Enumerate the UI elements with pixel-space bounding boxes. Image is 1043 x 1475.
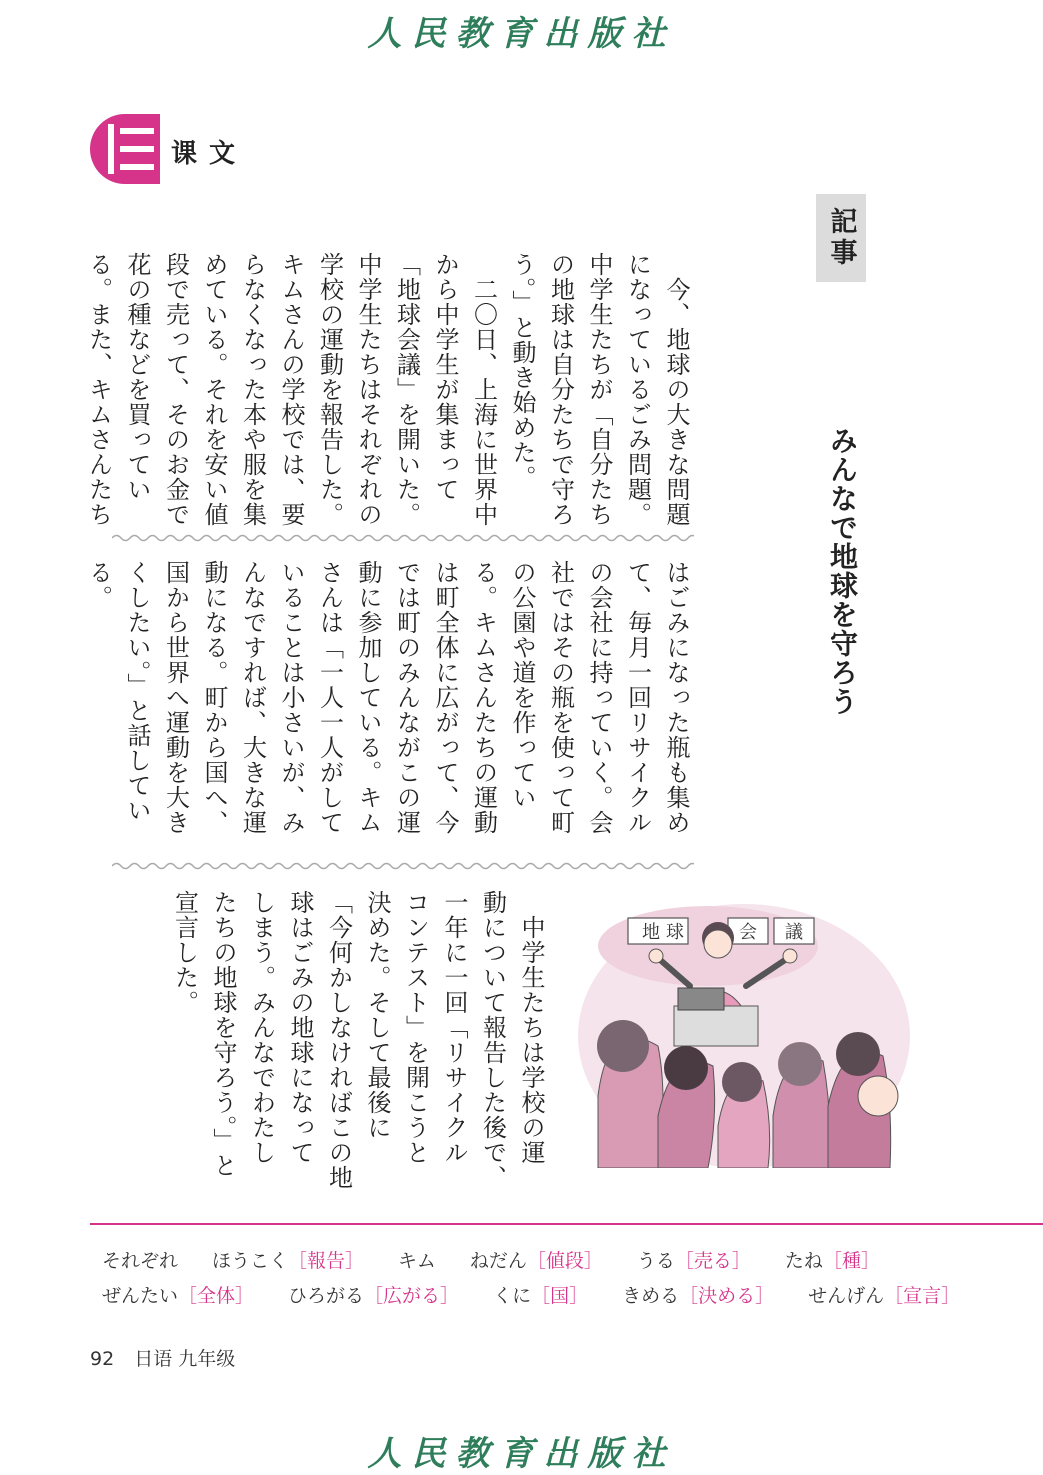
vocab-item — [102, 1250, 178, 1272]
vocab-item — [493, 1285, 588, 1307]
genre-label-box — [816, 194, 866, 282]
vocab-kanji: ［全体］ — [178, 1285, 255, 1307]
meeting-illustration — [578, 896, 910, 1168]
vocab-kana: くに — [493, 1285, 532, 1307]
publisher-logo-bottom: 人民教育出版社 — [367, 1434, 676, 1474]
vocabulary-divider — [90, 1223, 1043, 1225]
vocabulary-line-2 — [102, 1281, 994, 1308]
vocab-kana: せんげん — [808, 1285, 885, 1307]
vocab-kanji: ［国］ — [531, 1285, 589, 1307]
vocab-item — [622, 1285, 774, 1307]
lesson-text-icon — [90, 114, 160, 184]
vocab-kanji: ［広がる］ — [364, 1285, 460, 1307]
vocab-item — [785, 1250, 880, 1272]
wave-divider-1 — [112, 532, 694, 544]
page-footer — [90, 1344, 235, 1371]
vocab-kanji: ［値段］ — [526, 1250, 603, 1272]
vocab-kana: うる — [636, 1250, 675, 1272]
vocab-kana: きめる — [622, 1285, 680, 1307]
vocab-kana: たね — [784, 1250, 823, 1272]
vocab-item — [808, 1285, 960, 1307]
vocab-item — [212, 1250, 364, 1272]
vocab-kana: ねだん — [469, 1250, 527, 1272]
vocab-kana: キム — [398, 1250, 436, 1272]
wave-divider-2 — [112, 860, 694, 872]
vocab-item — [398, 1250, 436, 1272]
article-body-block-1: 今、地球の大きな問題 になっているごみ問題。 中学生たちが「自分たち の地球は自分たちで守ろ う。」と動き始めた。 二〇日、上海に世界中 から中学生が集まって 「地球会議」を開いた。 中学生たちはそれぞれの 学校の運動を報告した。 キムさんの学校では、要 らなくなった本や服を集 めている。それを安い値 段で売って、そのお金で 花の種などを買ってい る。また、キムさんたち — [84, 252, 690, 527]
vocabulary-line-1 — [102, 1246, 914, 1273]
vocab-kana: ほうこく — [212, 1250, 289, 1272]
banner-char-4: 議 — [785, 922, 803, 943]
book-title: 日语 九年级 — [134, 1348, 236, 1370]
vocab-item — [288, 1285, 459, 1307]
vocab-kana: ひろがる — [288, 1285, 365, 1307]
publisher-logo-top: 人民教育出版社 — [367, 14, 676, 54]
vocab-item — [637, 1250, 751, 1272]
section-title: 课文 — [171, 139, 248, 169]
vocab-kana: それぞれ — [102, 1250, 179, 1272]
vocab-kanji: ［売る］ — [674, 1250, 751, 1272]
banner-char-2: 球 — [666, 922, 684, 943]
banner-char-3: 会 — [739, 922, 757, 943]
vocab-kanji: ［種］ — [822, 1250, 880, 1272]
article-body-block-3: 中学生たちは学校の運 動について報告した後で、 一年に一回「リサイクル コンテスト」を開こうと 決めた。そして最後に 「今何かしなければこの地 球はごみの地球になって しまう。みんなでわたし たちの地球を守ろう。」と 宣言した。 — [170, 890, 545, 1190]
article-body-block-2: はごみになった瓶も集め て、毎月一回リサイクル の会社に持っていく。会 社ではその瓶を使って町 の公園や道を作ってい る。キムさんたちの運動 は町全体に広がって、今 では町のみんながこの運 動に参加している。キム さんは「一人一人がして いることは小さいが、み んなですれば、大きな運 動になる。町から国へ、 国から世界へ運動を大き くしたい。」と話してい る。 — [84, 560, 690, 835]
vocab-kanji: ［決める］ — [679, 1285, 775, 1307]
vocab-kanji: ［報告］ — [288, 1250, 365, 1272]
vocab-item — [102, 1285, 254, 1307]
genre-label: 記事 — [825, 207, 857, 269]
vocab-kana: ぜんたい — [102, 1285, 179, 1307]
banner-char-1: 地 — [642, 922, 660, 943]
vocab-kanji: ［宣言］ — [884, 1285, 961, 1307]
page-number: 92 — [90, 1348, 115, 1370]
article-headline: みんなで地球を守ろう — [826, 426, 859, 716]
vocab-item — [470, 1250, 603, 1272]
